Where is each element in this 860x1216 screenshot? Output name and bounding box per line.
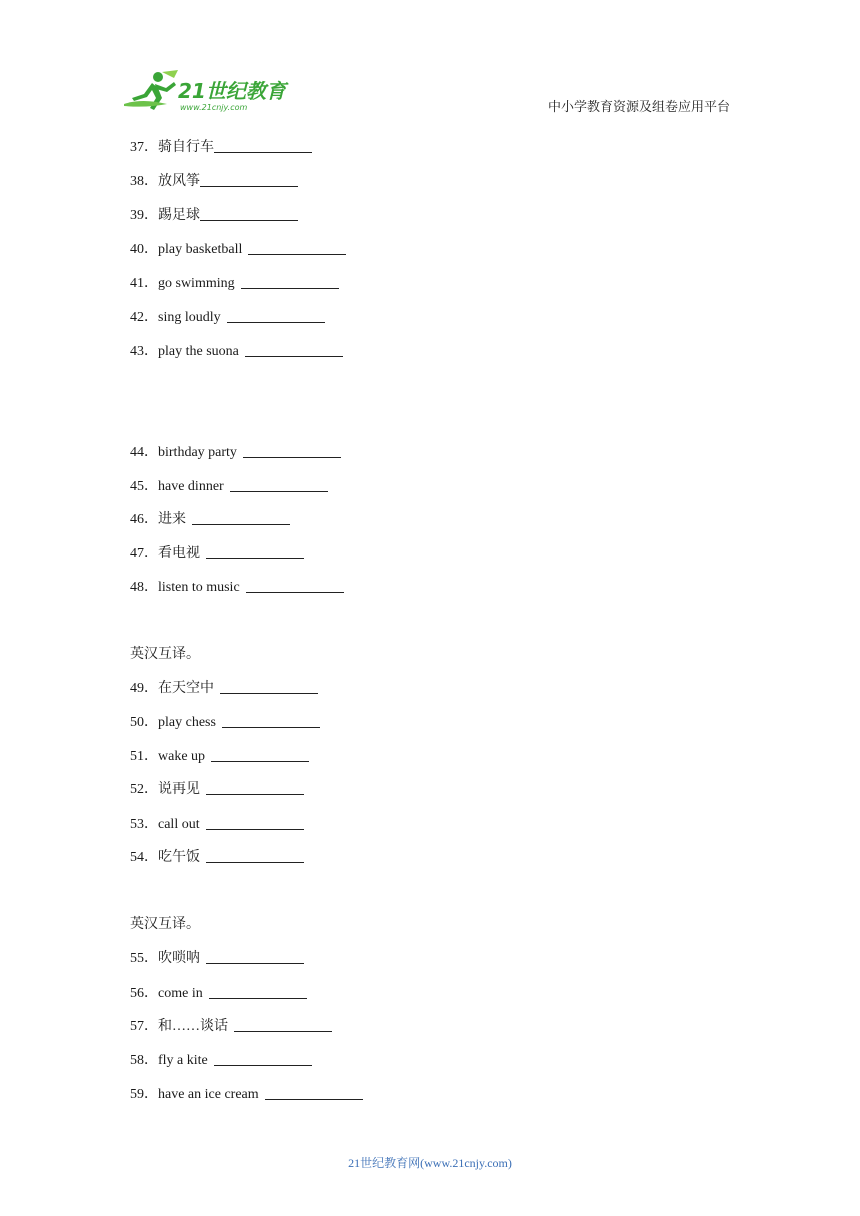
answer-blank[interactable] xyxy=(245,342,343,357)
answer-blank[interactable] xyxy=(206,848,304,863)
answer-blank[interactable] xyxy=(206,780,304,795)
answer-blank[interactable] xyxy=(214,1051,312,1066)
answer-blank[interactable] xyxy=(211,747,309,762)
list-item: 58．fly a kite xyxy=(130,1051,312,1070)
list-item: 56．come in xyxy=(130,984,307,1003)
list-item: 57．和……谈话 xyxy=(130,1017,332,1036)
list-item: 42．sing loudly xyxy=(130,308,325,327)
page-footer[interactable]: 21世纪教育网(www.21cnjy.com) xyxy=(348,1156,512,1170)
list-item: 54．吃午饭 xyxy=(130,848,304,867)
answer-blank[interactable] xyxy=(222,713,320,728)
section-instruction: 英汉互译。 xyxy=(130,916,200,932)
answer-blank[interactable] xyxy=(206,815,304,830)
answer-blank[interactable] xyxy=(192,510,290,525)
answer-blank[interactable] xyxy=(206,544,304,559)
list-item: 59．have an ice cream xyxy=(130,1085,363,1104)
list-item: 39．踢足球 xyxy=(130,206,298,225)
list-item: 48．listen to music xyxy=(130,578,344,597)
answer-blank[interactable] xyxy=(220,679,318,694)
list-item: 53．call out xyxy=(130,815,304,834)
answer-blank[interactable] xyxy=(200,206,298,221)
answer-blank[interactable] xyxy=(243,443,341,458)
list-item: 37．骑自行车 xyxy=(130,138,312,157)
list-item: 46．进来 xyxy=(130,510,290,529)
svg-text:21世纪教育: 21世纪教育 xyxy=(178,79,286,103)
answer-blank[interactable] xyxy=(234,1017,332,1032)
list-item: 50．play chess xyxy=(130,713,320,732)
list-item: 45．have dinner xyxy=(130,477,328,496)
list-item: 49．在天空中 xyxy=(130,679,318,698)
answer-blank[interactable] xyxy=(209,984,307,999)
list-item: 41．go swimming xyxy=(130,274,339,293)
answer-blank[interactable] xyxy=(200,172,298,187)
answer-blank[interactable] xyxy=(241,274,339,289)
answer-blank[interactable] xyxy=(246,578,344,593)
page-header xyxy=(0,0,860,125)
list-item: 52．说再见 xyxy=(130,780,304,799)
list-item: 51．wake up xyxy=(130,747,309,766)
answer-blank[interactable] xyxy=(206,949,304,964)
answer-blank[interactable] xyxy=(248,240,346,255)
answer-blank[interactable] xyxy=(265,1085,363,1100)
runner-logo-icon xyxy=(122,68,292,114)
list-item: 44．birthday party xyxy=(130,443,341,462)
list-item: 40．play basketball xyxy=(130,240,346,259)
list-item: 55．吹唢呐 xyxy=(130,949,304,968)
section-instruction: 英汉互译。 xyxy=(130,646,200,662)
answer-blank[interactable] xyxy=(230,477,328,492)
site-logo xyxy=(122,68,292,114)
list-item: 47．看电视 xyxy=(130,544,304,563)
svg-text:www.21cnjy.com: www.21cnjy.com xyxy=(180,103,248,112)
header-platform-text: 中小学教育资源及组卷应用平台 xyxy=(547,100,730,115)
answer-blank[interactable] xyxy=(227,308,325,323)
list-item: 43．play the suona xyxy=(130,342,343,361)
answer-blank[interactable] xyxy=(214,138,312,153)
list-item: 38．放风筝 xyxy=(130,172,298,191)
